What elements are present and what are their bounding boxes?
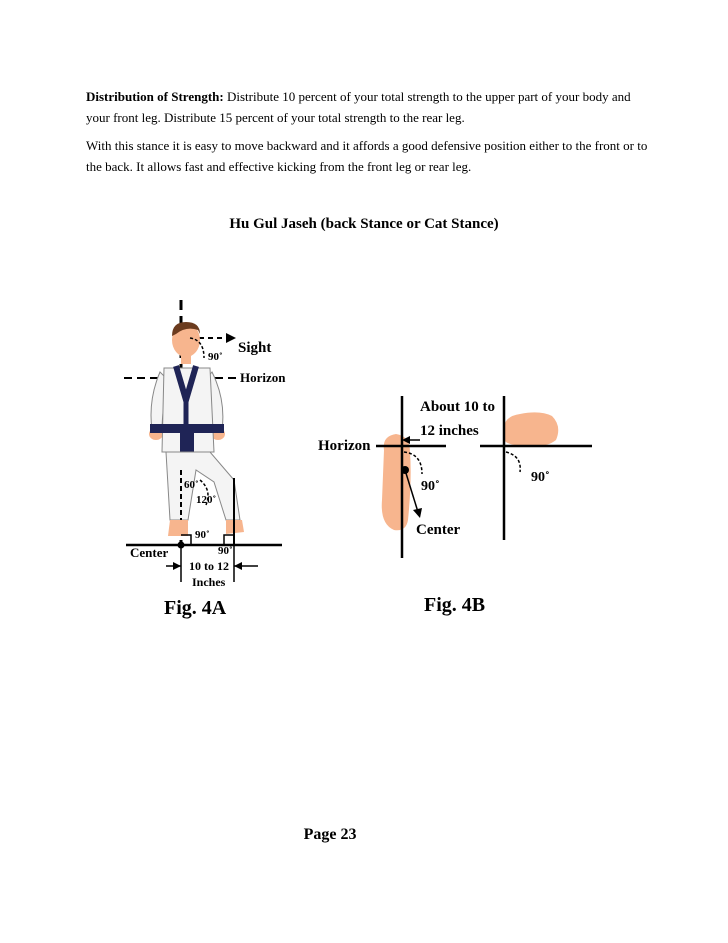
fig-4b — [318, 396, 592, 616]
fig4a-distance-line2: Inches — [192, 575, 226, 589]
fig4b-center-label: Center — [416, 522, 461, 538]
front-foot-shape — [382, 434, 411, 530]
fig4a-angle-top: 90˚ — [208, 351, 223, 363]
stance-benefits-paragraph: With this stance it is easy to move backward and it affords a good defensive position either to the front or to the back. It allows fast and effective kicking from the front leg or rear leg. — [86, 138, 648, 174]
fig4a-caption: Fig. 4A — [164, 597, 227, 619]
fig4a-angle-120: 120˚ — [196, 494, 217, 506]
rear-foot-shape — [504, 412, 558, 446]
fig-4a — [124, 300, 286, 619]
page-number: Page 23 — [303, 826, 357, 843]
fig4a-angle-90-right: 90˚ — [218, 545, 233, 557]
strength-text: Distribute 10 percent of your total strength to the upper part of your body and your front leg. Distribute 15 percent of your total strength to the rear leg. — [86, 89, 631, 125]
strength-label: Distribution of Strength: — [86, 89, 224, 104]
fig4a-horizon-label: Horizon — [240, 370, 286, 385]
heading-text: Hu Gul Jaseh (back Stance or Cat Stance) — [229, 216, 499, 232]
fig4a-angle-60: 60˚ — [184, 479, 199, 491]
fig4b-about-line2: 12 inches — [420, 423, 479, 439]
fig4a-distance-line1: 10 to 12 — [189, 559, 229, 573]
fig4b-angle-right: 90˚ — [531, 470, 550, 485]
fig4b-angle-left: 90˚ — [421, 479, 440, 494]
fig4b-about-line1: About 10 to — [420, 399, 496, 415]
fig4a-angle-90-left: 90˚ — [195, 529, 210, 541]
fig4b-caption: Fig. 4B — [424, 594, 486, 616]
fig4a-center-label: Center — [130, 545, 169, 560]
fig4a-sight-label: Sight — [238, 340, 272, 356]
fig4b-horizon-label: Horizon — [318, 438, 371, 454]
